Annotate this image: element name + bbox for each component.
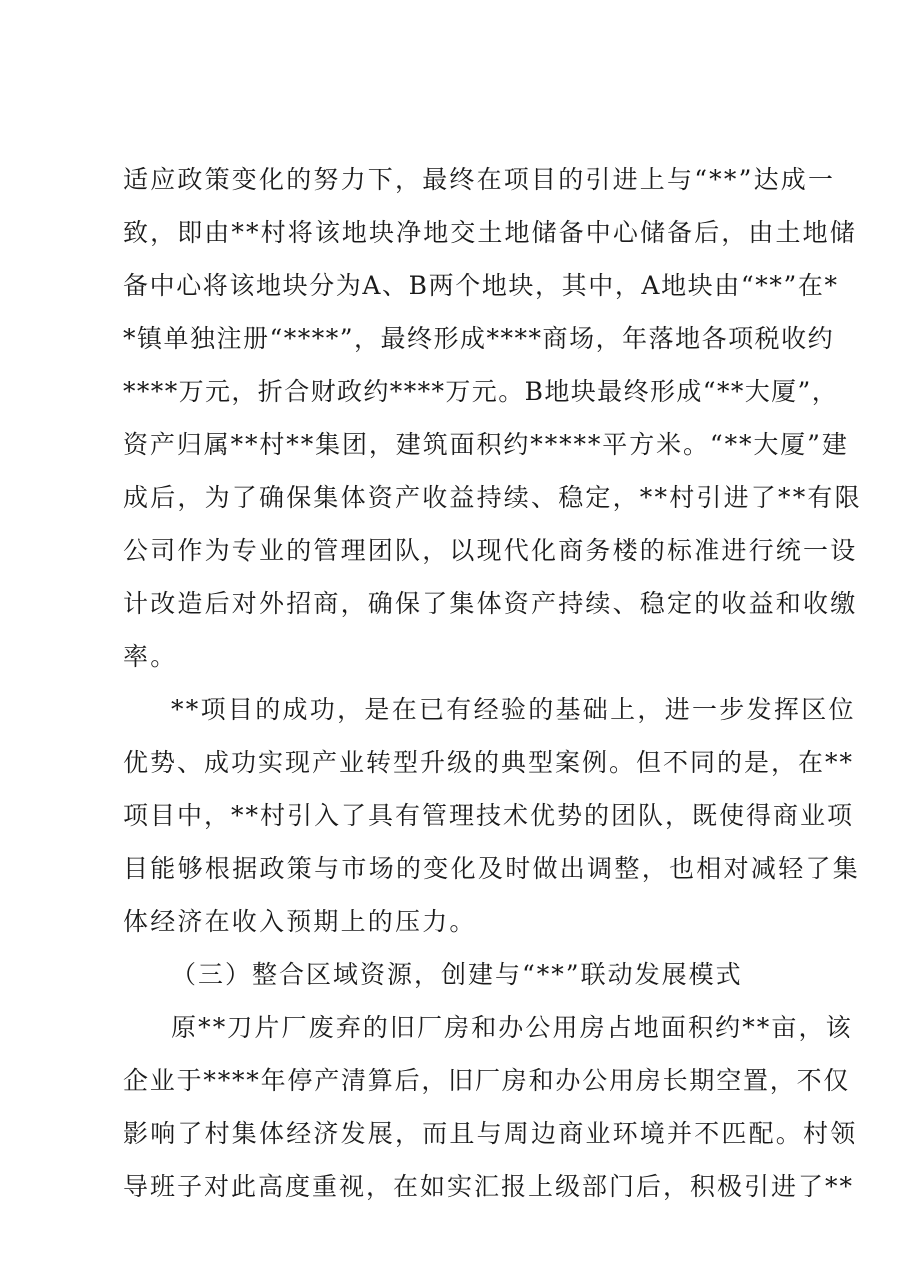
paragraph-line: 资产归属**村**集团，建筑面积约*****平方米。“**大厦”建: [123, 430, 849, 459]
paragraph-line: 备中心将该地块分为A、B两个地块，其中，A地块由“**”在*: [123, 271, 839, 300]
paragraph-line: 项目中，**村引入了具有管理技术优势的团队，既使得商业项: [123, 801, 855, 830]
paragraph-line: 优势、成功实现产业转型升级的典型案例。但不同的是，在**: [123, 748, 855, 777]
paragraph-line: 原**刀片厂废弃的旧厂房和办公用房占地面积约**亩，该: [171, 1013, 853, 1042]
paragraph-line: 导班子对此高度重视，在如实汇报上级部门后，积极引进了**: [123, 1172, 855, 1201]
paragraph-line: 计改造后对外招商，确保了集体资产持续、稳定的收益和收缴: [123, 589, 858, 618]
paragraph-line: 率。: [123, 642, 178, 671]
paragraph-line: ****万元，折合财政约****万元。B地块最终形成“**大厦”，: [123, 377, 839, 406]
paragraph-line: 影响了村集体经济发展，而且与周边商业环境并不匹配。村领: [123, 1119, 858, 1148]
paragraph-line: **项目的成功，是在已有经验的基础上，进一步发挥区位: [171, 695, 856, 724]
paragraph-line: *镇单独注册“****”，最终形成****商场，年落地各项税收约: [123, 324, 835, 353]
section-heading: （三）整合区域资源，创建与“**”联动发展模式: [171, 960, 743, 989]
paragraph-line: 体经济在收入预期上的压力。: [123, 907, 477, 936]
paragraph-line: 成后，为了确保集体资产收益持续、稳定，**村引进了**有限: [123, 483, 862, 512]
paragraph-line: 目能够根据政策与市场的变化及时做出调整，也相对减轻了集: [123, 854, 861, 883]
paragraph-line: 公司作为专业的管理团队，以现代化商务楼的标准进行统一设: [123, 536, 858, 565]
paragraph-line: 致，即由**村将该地块净地交土地储备中心储备后，由土地储: [123, 218, 857, 247]
paragraph-line: 企业于****年停产清算后，旧厂房和办公用房长期空置，不仅: [123, 1066, 851, 1095]
paragraph-line: 适应政策变化的努力下，最终在项目的引进上与“**”达成一: [123, 165, 836, 194]
